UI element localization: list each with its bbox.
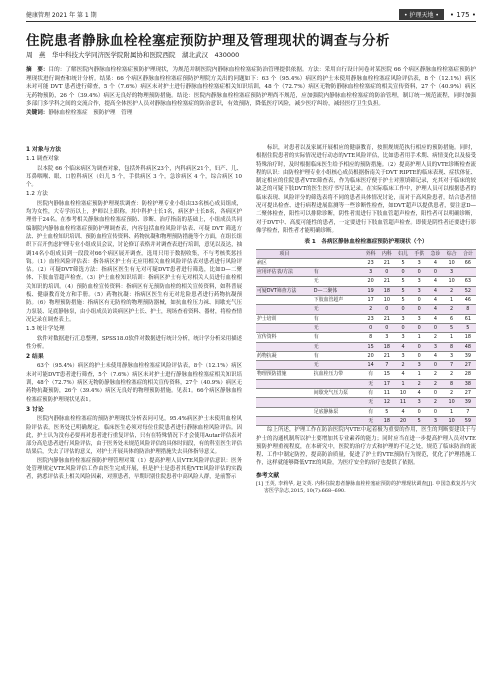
table-cell: 宣传资料 (256, 333, 313, 342)
table-cell: 39 (460, 351, 476, 360)
left-column (26, 144, 242, 482)
table-row (256, 333, 476, 342)
page-number: • 175 • (449, 10, 476, 19)
table-cell (460, 268, 476, 277)
table-cell: 5 (395, 286, 411, 295)
table-row (256, 389, 476, 398)
paragraph: 标识，对患者以及家属开展相应的健康教育，按照规规范执行相应的预防措施。同时，根据住院患者的实际情况进行动态的VTE风险评估，比如患者用手术期、病情变化以及接受特殊治疗时，及时根据临床医生给予相应的预防措施。（2）提高护理人员的VTE诊断检查流程的认识：由防栓护理专业小组核心成员根据指南关于DVT RIPTE的临床表现、症状体征、制定相应的住院患者VTE筛查表，作为临床医疗便于护士对照填筛记录，充其对于临床的较缺乏的可疑下肢DVT的医生医疗书写讯记录。在实际临床工作中，护理人员可以根据患者的临床表现、风险评分的筛选表将不同的患者具体情况讨论，而对于高风险患者，结合患者情况可提出检查、进行病程进展监测等一些诊断性检查，如DVT超声以提供患者，要注意D—二聚体检查，阳性可以排除诊断，阴性者需进行下肢血管超声检查，阳性者可以明确诊断，对于DVT中、高度可能性的患者，一定要进行下肢血管超声检查。即使是阴性者还要进行影像学检查，阳性者才能明确诊断。 (256, 145, 476, 234)
abstract-text: 目的：了解医院内静脉血栓栓塞症预防护理现状，为规范并制医院内静脉血栓栓塞症防治管理提供依据。方法：采用自行设计问卷对某医院 66 个病区静脉血栓栓塞症预防护理现状进行调查和统计分析。结果：66 个病区静脉血栓栓塞症预防护理院方关出的问题如下：63 个（95.4%）病区的护士未使用静脉血栓栓塞症风险评估表，8 个（12.1%）病区未对可能 DVT 患者进行筛查，5 个（7.6%）病区未对护士进行静脉血栓栓塞症相关知识培训，48 个（72.7%）病区无物防静脉血栓栓塞症的相关宣传资料，27 个（40.9%）病区无药物预防，26 个（39.4%）病区无良好的物理预防措施。结论：医院内静脉血栓栓塞症预防护理尚不规范，应加强院内静脉血栓栓塞症的防治管理，制订统一规范流程，同时加强多部门多学科之间的交流合作，提高全体医护人员对静脉血栓栓塞症的防治意识，有效预防，降低医疗风险，减少医疗纠纷，减轻医疗卫生负担。 (26, 67, 476, 107)
table-cell: 2 (411, 379, 427, 388)
table-cell: 0 (411, 351, 427, 360)
right-column (256, 144, 476, 496)
table-cell (256, 416, 313, 425)
table-cell: 14 (363, 361, 379, 370)
table-cell: 4 (395, 342, 411, 351)
table-header-cell: 手供 (411, 249, 427, 258)
table-cell: 8 (460, 305, 476, 314)
table-cell: 3 (395, 314, 411, 323)
table-cell: 10 (444, 258, 460, 267)
table-cell: 20 (363, 351, 379, 360)
table-cell: 21 (379, 351, 395, 360)
table-cell: 59 (460, 416, 476, 425)
table-cell: 无 (363, 398, 379, 407)
table-header-cell: 妇儿 (395, 249, 411, 258)
table-cell: 3 (411, 314, 427, 323)
table-cell: 1 (411, 333, 427, 342)
table-cell: 4 (427, 351, 443, 360)
table-cell: 0 (363, 323, 379, 332)
table-cell: 1 (444, 296, 460, 305)
table-header-cell: 综合 (444, 249, 460, 258)
page-header (26, 6, 476, 20)
table-cell: 3 (444, 268, 460, 277)
table-cell: 18 (379, 416, 395, 425)
table-cell: 48 (460, 342, 476, 351)
table-row (256, 370, 476, 379)
table-cell: 4 (427, 258, 443, 267)
table-cell (256, 389, 313, 398)
table-row (256, 361, 476, 370)
keywords-text: 静脉血栓栓塞症 预防护理 管理 (48, 109, 133, 116)
table-cell: 病区 (256, 258, 313, 267)
section-heading: 1.1 调查对象 (26, 156, 60, 163)
table-cell: 8 (444, 379, 460, 388)
paragraph: 医院内静脉血栓栓塞症预防护理现状调查：防栓护理专业小组由33名核心成员组成，均为女性，大专学历以上，护师以上职称。其中科护士长1名，病区护士长8名，各病区护理骨干24名。在参考相关静脉血栓栓塞症预防、诊断、治疗指南的基础上，小组成员共同编制院内静脉血栓栓塞症预防护理调查表，内容包括血栓风险评估表、可疑 DVT 筛选方法、护士血栓知识培训、预防血栓宣传资料、药物抗凝和物理预防措施等个方面，在组长组织下召开焦虑护理专业小组成员会议，讨论修订表格并对调查表进行培训，意见以及达，抽调14名小组成员到一段段对66个病区展开调查，选用只用于数据收集，不与考核奖惩挂钩。（1）血栓风险评估表：指各病区护士有无应用相关血栓风险评估表对患者进行风险评估。（2）可疑DVT筛选方法：指病区医生有无对可疑DVT患者进行筛选，比如D—二聚体、下肢血管超声检查。（3）护士血栓知识培训：指病区护士有无对相关人员进行血栓相关知识的培训。（4）预防血栓宣传资料：指病区有无预防血栓的相关宣传资料，如科普展板、健康教育处方和手册。（5）药物抗凝：指病区医生有无对危险患者进行药物抗凝预防。（6）物理预防措施：指病区有无防栓的物理预防器械，如抗血栓压力袜、间歇充气压力泵装、足底静脉泵，由小组成员访谈病区护士长、护士，现场查看资料、器材，将检查情况记录在调查表上。 (26, 200, 242, 323)
table-header-cell: 内科 (379, 249, 395, 258)
table-cell: 15 (363, 342, 379, 351)
table-cell: 19 (363, 286, 379, 295)
table-cell: 护士培训 (256, 314, 313, 323)
table-cell: 15 (379, 370, 395, 379)
table-cell: 17 (363, 296, 379, 305)
reference-item: [1] 王英, 李莉华, 赵文英. 内科住院患者静脉血栓栓塞症预防的护理现状调查[J]. 中国急救复苏与灾害医学杂志,2015, 10(7):668--690. (256, 480, 476, 495)
table-cell: 下肢血管超声 (313, 296, 363, 305)
table-cell: 17 (379, 379, 395, 388)
table-cell (313, 379, 363, 388)
table-cell: 11 (395, 398, 411, 407)
table-cell: 0 (395, 323, 411, 332)
table-cell: 抗血栓压力带 (313, 370, 363, 379)
table-header-cell: 外科 (363, 249, 379, 258)
table-cell: 0 (427, 268, 443, 277)
table-cell: 有 (313, 268, 363, 277)
table-row (256, 398, 476, 407)
table-cell: 4 (427, 314, 443, 323)
right-column-bottom (256, 426, 476, 467)
paragraph: 软件对数据进行汇总整理，SPSS18.0软件对数据进行统计分析，统计学分析采用描述性分析。 (26, 335, 242, 350)
table-cell: 66 (460, 258, 476, 267)
table-cell: 0 (379, 305, 395, 314)
table-cell: 1 (411, 370, 427, 379)
table-cell: 61 (460, 314, 476, 323)
table-cell (313, 258, 363, 267)
table-row (256, 314, 476, 323)
table-cell: 0 (427, 407, 443, 416)
table-cell: 39 (460, 398, 476, 407)
table-cell: D—二聚体 (313, 286, 363, 295)
table-cell: 12 (379, 398, 395, 407)
table-header-cell: 急诊 (427, 249, 443, 258)
paragraph: 以本院 66 个临床病区为调查对象，包括外科病区23个，内科病区21个，妇产、儿、耳鼻咽喉、眼、口腔科病区（妇儿 5 个，手供病区 3 个，急诊病区 4 个，综合病区 10 个。 (26, 165, 242, 189)
table-cell: 3 (395, 351, 411, 360)
table-cell: 5 (395, 296, 411, 305)
table-cell: 3 (395, 333, 411, 342)
table-row (256, 258, 476, 267)
table-cell: 无 (363, 416, 379, 425)
table-cell: 有 (313, 351, 363, 360)
table-cell: 3 (379, 333, 395, 342)
table-cell (256, 398, 313, 407)
table-cell: 23 (363, 258, 379, 267)
table-cell: 7 (460, 407, 476, 416)
table-title: 表 1 各病区静脉血栓栓塞症预防护理现状（个） (304, 239, 428, 246)
table-cell: 有 (363, 370, 379, 379)
section-heading: 1.2 方法 (26, 191, 48, 198)
table-cell: 可疑DVT筛查方法 (256, 286, 313, 295)
table-cell: 2 (363, 305, 379, 314)
table-cell: 4 (427, 296, 443, 305)
references-list (256, 481, 476, 496)
table-cell: 20 (395, 416, 411, 425)
table-cell (256, 361, 313, 370)
table-cell: 63 (460, 277, 476, 286)
table-cell: 21 (379, 314, 395, 323)
table-cell: 无 (313, 342, 363, 351)
table-cell: 3 (411, 277, 427, 286)
paragraph: 综上所述，护理工作在防治医院内VTE中起着极为重要的作用，医生的判断要建设于与护士的沟通机制所以护士要增加其专业素养的能力；同时应当在进一步提高护理人员对VTE预防护理重视程度，在本研究中，医院的治疗方式和护理的不足之处，规范了临床防治的流程、工作中制定防控，提高防治质量，促进了护士的VTE预防行为规范，优化了护理措施工作，这样就能够降低VTE的风险，为医疗安全的治疗也提供了依据。 (256, 427, 476, 467)
table-row (256, 351, 476, 360)
table-row (256, 379, 476, 388)
section-heading: 1 对象与方法 (26, 147, 62, 153)
table-row (256, 342, 476, 351)
table-cell (256, 407, 313, 416)
table-row (256, 323, 476, 332)
table-cell (313, 416, 363, 425)
table-cell (256, 323, 313, 332)
table-cell: 0 (411, 268, 427, 277)
table-cell: 无 (363, 379, 379, 388)
abstract-label: 摘 要： (26, 67, 49, 73)
table-cell: 4 (427, 286, 443, 295)
table-cell: 0 (411, 305, 427, 314)
table-cell: 药物抗凝 (256, 351, 313, 360)
table-row (256, 407, 476, 416)
table-cell: 4 (411, 389, 427, 398)
table-row (256, 277, 476, 286)
table-cell: 7 (444, 361, 460, 370)
table-cell: 10 (395, 389, 411, 398)
section-heading: 1.3 统计学处理 (26, 326, 65, 333)
table-header-cell (313, 249, 363, 258)
table-cell: 1 (444, 407, 460, 416)
table-cell: 5 (395, 277, 411, 286)
table-cell: 无 (313, 277, 363, 286)
paragraph: 医院内静脉血栓栓塞症的预防护理现状分析表问可见，95.4%病区护士未使用血栓风险评估表，医务处已明确规定，临床医生必须对每位住院患者进行静脉血栓风险评估。因此，护士认为没有必要再对患者进行重复评估，只有在特殊情况下才会使用Autar评估表对部分高危患者进行风险评估，由于医务处未规范风险评估的具体时间段，有的科室医生评估结果后，失去了评估的意义，对护士开展具体的防治护理措施失去具体指导意义。 (26, 416, 242, 456)
header-rule (26, 21, 476, 22)
abstract (26, 66, 476, 117)
table-cell: 5 (395, 258, 411, 267)
table-cell: 1 (444, 333, 460, 342)
table-cell: 10 (444, 416, 460, 425)
table-cell: 28 (460, 370, 476, 379)
table-cell: 2 (427, 398, 443, 407)
table-cell: 3 (444, 351, 460, 360)
table-cell: 0 (379, 268, 395, 277)
article-title: 住院患者静脉血栓栓塞症预防护理及管理现状的调查与分析 (26, 33, 390, 49)
table-cell: 0 (395, 268, 411, 277)
table-row (256, 305, 476, 314)
table-cell: 0 (411, 342, 427, 351)
table-cell: 52 (460, 286, 476, 295)
right-column-top (256, 144, 476, 235)
table-cell (256, 277, 313, 286)
table-cell: 46 (460, 296, 476, 305)
table-row (256, 286, 476, 295)
journal-name: 健康管理 2021 年 第 1 期 (26, 12, 97, 19)
table-cell: 21 (379, 277, 395, 286)
table-cell: 2 (444, 370, 460, 379)
table-cell (256, 342, 313, 351)
table-cell: 18 (460, 333, 476, 342)
table-cell: 3 (411, 398, 427, 407)
table-cell: 2 (427, 333, 443, 342)
table-cell: 38 (460, 379, 476, 388)
table-cell: 有 (313, 333, 363, 342)
table-cell: 11 (379, 389, 395, 398)
table-cell (256, 305, 313, 314)
table-cell: 有 (363, 407, 379, 416)
table-cell: 4 (395, 407, 411, 416)
table-cell: 无 (313, 323, 363, 332)
table-cell: 4 (427, 305, 443, 314)
table-cell: 2 (444, 286, 460, 295)
table-body (256, 258, 476, 425)
table-cell: 18 (379, 342, 395, 351)
table-cell: 7 (379, 361, 395, 370)
table-cell: 0 (411, 296, 427, 305)
table-cell: 0 (411, 323, 427, 332)
table-header-cell: 项目 (256, 249, 313, 258)
table-cell: 应用评估表/方法 (256, 268, 313, 277)
table-cell: 有 (363, 389, 379, 398)
table-cell: 0 (395, 305, 411, 314)
table-cell: 5 (444, 323, 460, 332)
table-cell: 有 (313, 314, 363, 323)
table-cell: 5 (411, 416, 427, 425)
section-tag: • 护理天地 • (399, 9, 444, 20)
table-cell (256, 296, 313, 305)
table-cell: 无 (313, 361, 363, 370)
table-row (256, 268, 476, 277)
keywords-label: 关键词： (26, 109, 49, 116)
table-cell: 2 (427, 370, 443, 379)
table-cell (256, 379, 313, 388)
table-cell: 10 (379, 296, 395, 305)
table-cell: 0 (427, 389, 443, 398)
table-cell: 0 (411, 407, 427, 416)
table-cell: 6 (444, 314, 460, 323)
table-cell: 20 (363, 277, 379, 286)
table-cell: 4 (427, 277, 443, 286)
paragraph: 63个（95.4%）病区的护士未使用静脉血栓栓塞症风险评估表，8个（12.1%）病区未对可能DVT患者进行筛查，5个（7.6%）病区未对护士进行静脉血栓栓塞症相关知识培训，48个（72.7%）病区无物防静脉血栓栓塞症的相关宣传资料，27个（40.9%）病区无药物抗凝预防，26个（39.4%）病区无良好的物理预防措施。见表1。66个病区静脉血栓栓塞症预防护理现状见表1。 (26, 363, 242, 403)
section-heading: 3 讨论 (26, 406, 44, 413)
table-header-cell: 合计 (460, 249, 476, 258)
table-cell: 18 (379, 286, 395, 295)
data-table (256, 249, 476, 427)
table-cell: 物理预防措施 (256, 370, 313, 379)
table-cell: 8 (444, 342, 460, 351)
table-cell: 0 (427, 323, 443, 332)
table-cell: 2 (444, 389, 460, 398)
table-cell: 5 (379, 407, 395, 416)
table-cell: 3 (411, 361, 427, 370)
references-title: 参考文献 (256, 472, 280, 479)
table-cell: 8 (363, 333, 379, 342)
table-row (256, 416, 476, 425)
table-cell: 间歇充气压力泵 (313, 389, 363, 398)
table-cell: 27 (460, 361, 476, 370)
table-cell: 足底静脉泵 (313, 407, 363, 416)
table-cell: 10 (444, 398, 460, 407)
table-cell: 0 (427, 361, 443, 370)
table-cell: 3 (411, 258, 427, 267)
table-header-row (256, 249, 476, 258)
table-cell: 10 (444, 277, 460, 286)
table-cell: 3 (427, 342, 443, 351)
table-cell: 3 (427, 416, 443, 425)
table-cell: 23 (363, 314, 379, 323)
table-cell: 无 (313, 305, 363, 314)
section-heading: 2 结果 (26, 354, 44, 361)
table-cell: 4 (395, 370, 411, 379)
table-cell: 3 (363, 268, 379, 277)
table-row (256, 296, 476, 305)
table-cell: 3 (411, 286, 427, 295)
paragraph: 医院内静脉血栓栓塞症预防护理管理对策（1）提高护理人员VTE风险评估意识：医务处管理规定VTE风险评估工作由医生完成开展，但是护士是患者其他VTE风险评估的实践者，熟悉评估表上相关风险因素，对照患者，早期识别住院患者中高风险人群，是前警示 (26, 457, 242, 481)
table-cell: 5 (460, 323, 476, 332)
table-cell: 2 (444, 305, 460, 314)
author-line: 周 燕 华中科技大学同济医学院附属协和医院西院 湖北武汉 430000 (26, 51, 240, 59)
table-cell (313, 398, 363, 407)
table-cell: 27 (460, 389, 476, 398)
table-cell: 2 (427, 379, 443, 388)
table-cell: 2 (395, 361, 411, 370)
table-cell: 1 (395, 379, 411, 388)
table-cell: 21 (379, 258, 395, 267)
table-cell: 0 (379, 323, 395, 332)
